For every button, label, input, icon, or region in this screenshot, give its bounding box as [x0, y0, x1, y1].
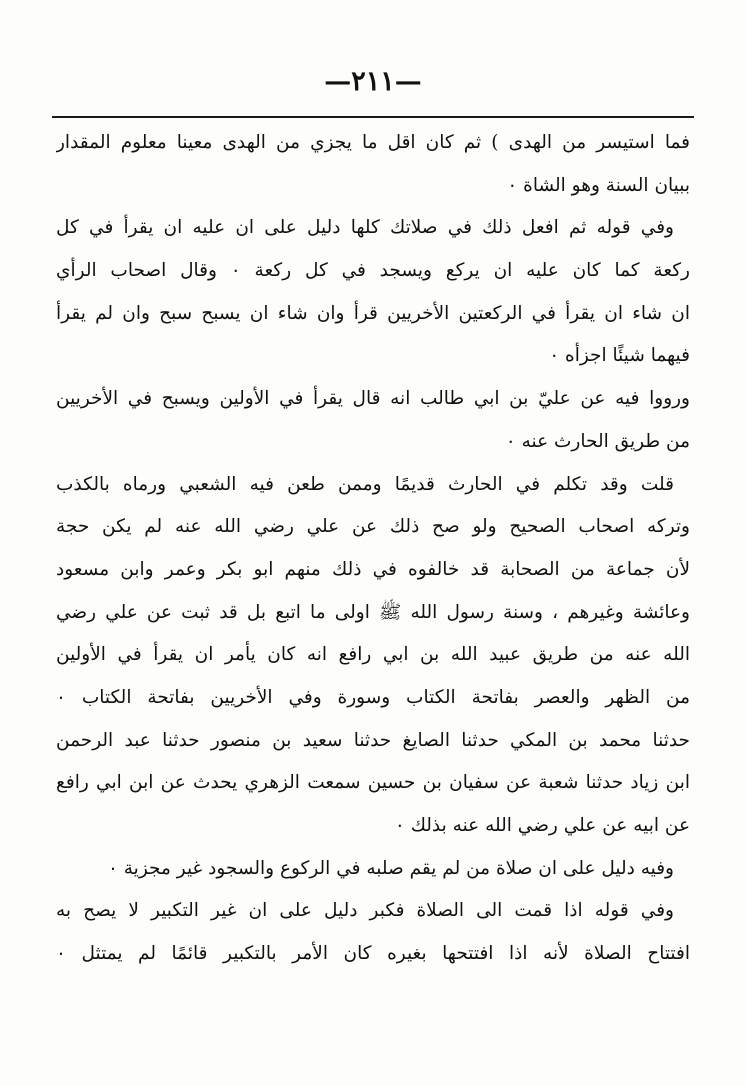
header-rule: [52, 116, 694, 118]
text-line: ورووا فيه عن عليّ بن ابي طالب انه قال يقرأ في الأولين ويسبح في الأخريين: [56, 388, 690, 410]
body-text: [56, 122, 690, 976]
text-line: لأن جماعة من الصحابة قد خالفوه في ذلك منهم ابو بكر وعمر وابن مسعود: [56, 558, 690, 580]
text-line: فما استيسر من الهدى ) ثم كان اقل ما يجزي من الهدى معينا معلوم المقدار: [56, 132, 690, 153]
paragraph: [56, 378, 690, 463]
paragraph: [56, 890, 690, 975]
text-line: افتتاح الصلاة لأنه اذا افتتحها بغيره كان الأمر بالتكبير قائمًا لم يمتثل ٠: [56, 943, 690, 965]
text-line: حدثنا محمد بن المكي حدثنا الصايغ حدثنا سعيد بن منصور حدثنا عبد الرحمن: [56, 729, 690, 751]
text-line: ببيان السنة وهو الشاة ٠: [507, 174, 690, 196]
paragraph: [56, 464, 690, 720]
text-line: ركعة كما كان عليه ان يركع ويسجد في كل ركعة ٠ وقال اصحاب الرأي: [56, 260, 690, 282]
page-number: —٢١١—: [324, 66, 422, 97]
paragraph: [56, 122, 690, 207]
text-line: وعائشة وغيرهم ، وسنة رسول الله ﷺ اولى ما اتبع بل قد ثبت عن علي رضي: [56, 601, 690, 623]
paragraph: [56, 848, 690, 891]
paragraph: [56, 720, 690, 848]
text-line: عن ابيه عن علي رضي الله عنه بذلك ٠: [394, 815, 690, 836]
text-line: من طريق الحارث عنه ٠: [505, 430, 690, 452]
text-line: من الظهر والعصر بفاتحة الكتاب وسورة وفي الأخريين بفاتحة الكتاب ٠: [56, 686, 690, 708]
text-line: قلت وقد تكلم في الحارث قديمًا وممن طعن فيه الشعبي ورماه بالكذب: [56, 473, 674, 495]
text-line: فيهما شيئًا اجزأه ٠: [549, 345, 690, 367]
text-line: الله عنه من طريق عبيد الله بن ابي رافع انه كان يأمر ان يقرأ في الأولين: [56, 644, 690, 666]
text-line: ابن زياد حدثنا شعبة عن سفيان بن حسين سمعت الزهري يحدث عن ابن ابي رافع: [56, 772, 690, 794]
text-line: وفي قوله ثم افعل ذلك في صلاتك كلها دليل على ان عليه ان يقرأ في كل: [56, 217, 674, 239]
text-line: وتركه اصحاب الصحيح ولو صح ذلك عن علي رضي الله عنه لم يكن حجة: [56, 516, 690, 538]
text-line: ان شاء ان يقرأ في الركعتين الأخريين قرأ وان شاء ان يسبح سبح وان لم يقرأ: [56, 302, 690, 324]
text-line: وفيه دليل على ان صلاة من لم يقم صلبه في الركوع والسجود غير مجزية ٠: [107, 857, 674, 879]
paragraph: [56, 207, 690, 378]
text-line: وفي قوله اذا قمت الى الصلاة فكبر دليل على ان غير التكبير لا يصح به: [56, 900, 674, 922]
